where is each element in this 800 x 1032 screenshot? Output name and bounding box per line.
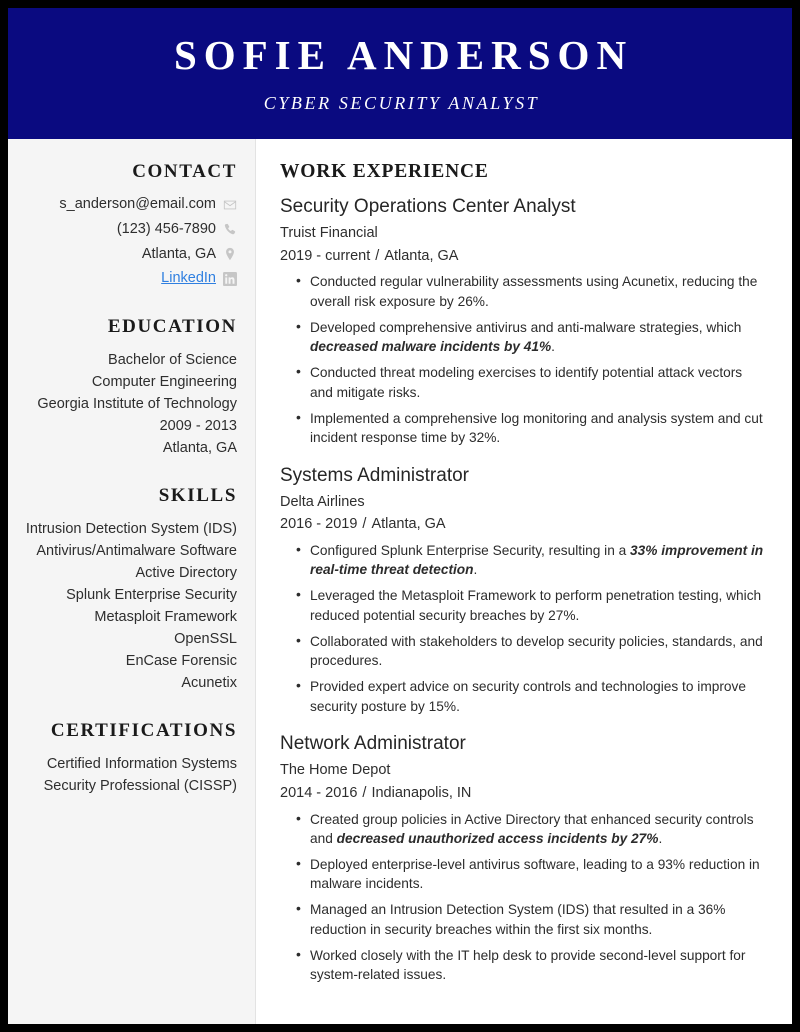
job-bullet-list xyxy=(280,810,764,985)
skill-item: Intrusion Detection System (IDS) xyxy=(25,521,237,538)
contact-section xyxy=(20,161,237,290)
bullet-text: Worked closely with the IT help desk to provide second-level support for system-related issues. xyxy=(310,947,746,983)
education-line: Atlanta, GA xyxy=(162,440,237,457)
job-bullet-list xyxy=(280,272,764,447)
certifications-section xyxy=(20,720,237,797)
resume-header xyxy=(8,8,792,139)
skill-item: Splunk Enterprise Security xyxy=(66,587,237,604)
bullet-text: Implemented a comprehensive log monitoring and analysis system and cut incident response time by 32%. xyxy=(310,410,763,446)
candidate-name: SOFIE ANDERSON xyxy=(173,32,634,79)
job-bullet xyxy=(310,946,764,985)
job-bullet xyxy=(310,363,764,402)
job-meta xyxy=(280,784,764,804)
job-bullet xyxy=(310,541,764,580)
job-location: Atlanta, GA xyxy=(371,516,446,533)
job-bullet xyxy=(310,632,764,671)
bullet-text: Developed comprehensive antivirus and anti-malware strategies, which xyxy=(310,319,742,335)
contact-item xyxy=(20,194,237,216)
job-company: Delta Airlines xyxy=(280,493,365,510)
job-title: Network Administrator xyxy=(280,733,466,755)
skills-section xyxy=(20,485,237,694)
linkedin-icon xyxy=(223,272,237,286)
bullet-text: . xyxy=(473,562,478,578)
contact-heading: CONTACT xyxy=(132,161,237,182)
skill-item: Acunetix xyxy=(181,675,237,692)
bullet-text: Created group policies in Active Directory that enhanced security controls and xyxy=(310,811,754,847)
job-bullet-list xyxy=(280,541,764,716)
job-dates: 2019 - current xyxy=(280,247,371,264)
skills-heading: SKILLS xyxy=(158,485,237,507)
contact-item-text: s_anderson@email.com xyxy=(59,196,216,212)
certifications-list xyxy=(20,753,237,797)
resume-sheet xyxy=(8,8,792,1024)
education-line: Computer Engineering xyxy=(91,374,237,391)
skill-item: Active Directory xyxy=(135,565,237,582)
bullet-text: Conducted threat modeling exercises to identify potential attack vectors and mitigate risks. xyxy=(310,365,743,400)
education-line: 2009 - 2013 xyxy=(159,418,237,435)
bullet-text: . xyxy=(551,339,555,355)
certifications-heading: CERTIFICATIONS xyxy=(50,720,237,742)
job-bullet xyxy=(310,272,764,311)
bullet-highlight: decreased unauthorized access incidents by 27% xyxy=(336,831,659,847)
skill-item: Metasploit Framework xyxy=(94,609,237,626)
job-title: Systems Administrator xyxy=(280,464,469,486)
job-meta xyxy=(280,515,764,535)
bullet-text: Collaborated with stakeholders to develop security policies, standards, and procedures. xyxy=(310,633,763,669)
skill-item: OpenSSL xyxy=(174,631,237,648)
candidate-job-title: CYBER SECURITY ANALYST xyxy=(263,92,540,113)
skill-item: Antivirus/Antimalware Software xyxy=(36,543,237,560)
job-bullet xyxy=(310,586,764,625)
certification-item: Certified Information Systems Security Professional (CISSP) xyxy=(43,756,237,795)
job-list xyxy=(280,195,764,985)
contact-item xyxy=(20,219,237,241)
resume-body xyxy=(8,139,792,1024)
contact-item xyxy=(20,244,237,266)
contact-item[interactable] xyxy=(20,268,237,290)
job-title: Security Operations Center Analyst xyxy=(280,196,576,217)
job-bullet xyxy=(310,409,764,448)
job-entry xyxy=(280,464,764,717)
job-meta-separator: / xyxy=(362,785,367,801)
skills-list xyxy=(20,518,237,694)
job-entry xyxy=(280,195,764,448)
education-section xyxy=(20,316,237,459)
job-bullet xyxy=(310,318,764,357)
location-pin-icon xyxy=(223,247,237,261)
bullet-text: Managed an Intrusion Detection System (IDS) that resulted in a 36% reduction in security breaches within the first six months. xyxy=(310,902,726,937)
job-meta-separator: / xyxy=(362,516,367,533)
contact-item-text: Atlanta, GA xyxy=(141,245,216,262)
job-bullet xyxy=(310,677,764,716)
sidebar xyxy=(8,139,256,1024)
skill-item: EnCase Forensic xyxy=(125,653,237,670)
job-bullet xyxy=(310,855,764,894)
job-bullet xyxy=(310,810,764,849)
contact-list xyxy=(20,194,237,290)
contact-item-text[interactable]: LinkedIn xyxy=(161,270,216,287)
work-experience-heading: WORK EXPERIENCE xyxy=(280,161,489,182)
bullet-text: Leveraged the Metasploit Framework to perform penetration testing, which reduced potential security breaches by 27%. xyxy=(310,588,762,623)
job-bullet xyxy=(310,900,764,939)
bullet-text: . xyxy=(658,831,663,847)
bullet-text: Configured Splunk Enterprise Security, resulting in a xyxy=(310,543,631,558)
job-company: Truist Financial xyxy=(280,225,378,242)
job-dates: 2014 - 2016 xyxy=(280,785,358,801)
job-dates: 2016 - 2019 xyxy=(280,516,358,533)
job-meta xyxy=(280,247,764,267)
job-company: The Home Depot xyxy=(280,762,391,779)
bullet-text: Conducted regular vulnerability assessments using Acunetix, reducing the overall risk exposure by 26%. xyxy=(310,274,758,309)
envelope-icon xyxy=(223,198,237,212)
bullet-text: Deployed enterprise-level antivirus software, leading to a 93% reduction in malware incidents. xyxy=(310,856,760,892)
job-location: Indianapolis, IN xyxy=(371,785,472,801)
bullet-text: Provided expert advice on security controls and technologies to improve security posture by 15%. xyxy=(310,679,746,714)
phone-icon xyxy=(223,223,237,237)
contact-item-text: (123) 456-7890 xyxy=(116,220,216,237)
job-meta-separator: / xyxy=(375,247,380,264)
education-heading: EDUCATION xyxy=(107,316,237,337)
education-line: Bachelor of Science xyxy=(108,352,237,368)
bullet-highlight: decreased malware incidents by 41% xyxy=(310,339,552,355)
bullet-highlight: 33% improvement in real-time threat detection xyxy=(310,543,764,578)
job-location: Atlanta, GA xyxy=(384,247,459,264)
education-list xyxy=(20,349,237,459)
main-column xyxy=(256,139,792,1024)
job-entry xyxy=(280,732,764,985)
education-line: Georgia Institute of Technology xyxy=(37,396,237,413)
